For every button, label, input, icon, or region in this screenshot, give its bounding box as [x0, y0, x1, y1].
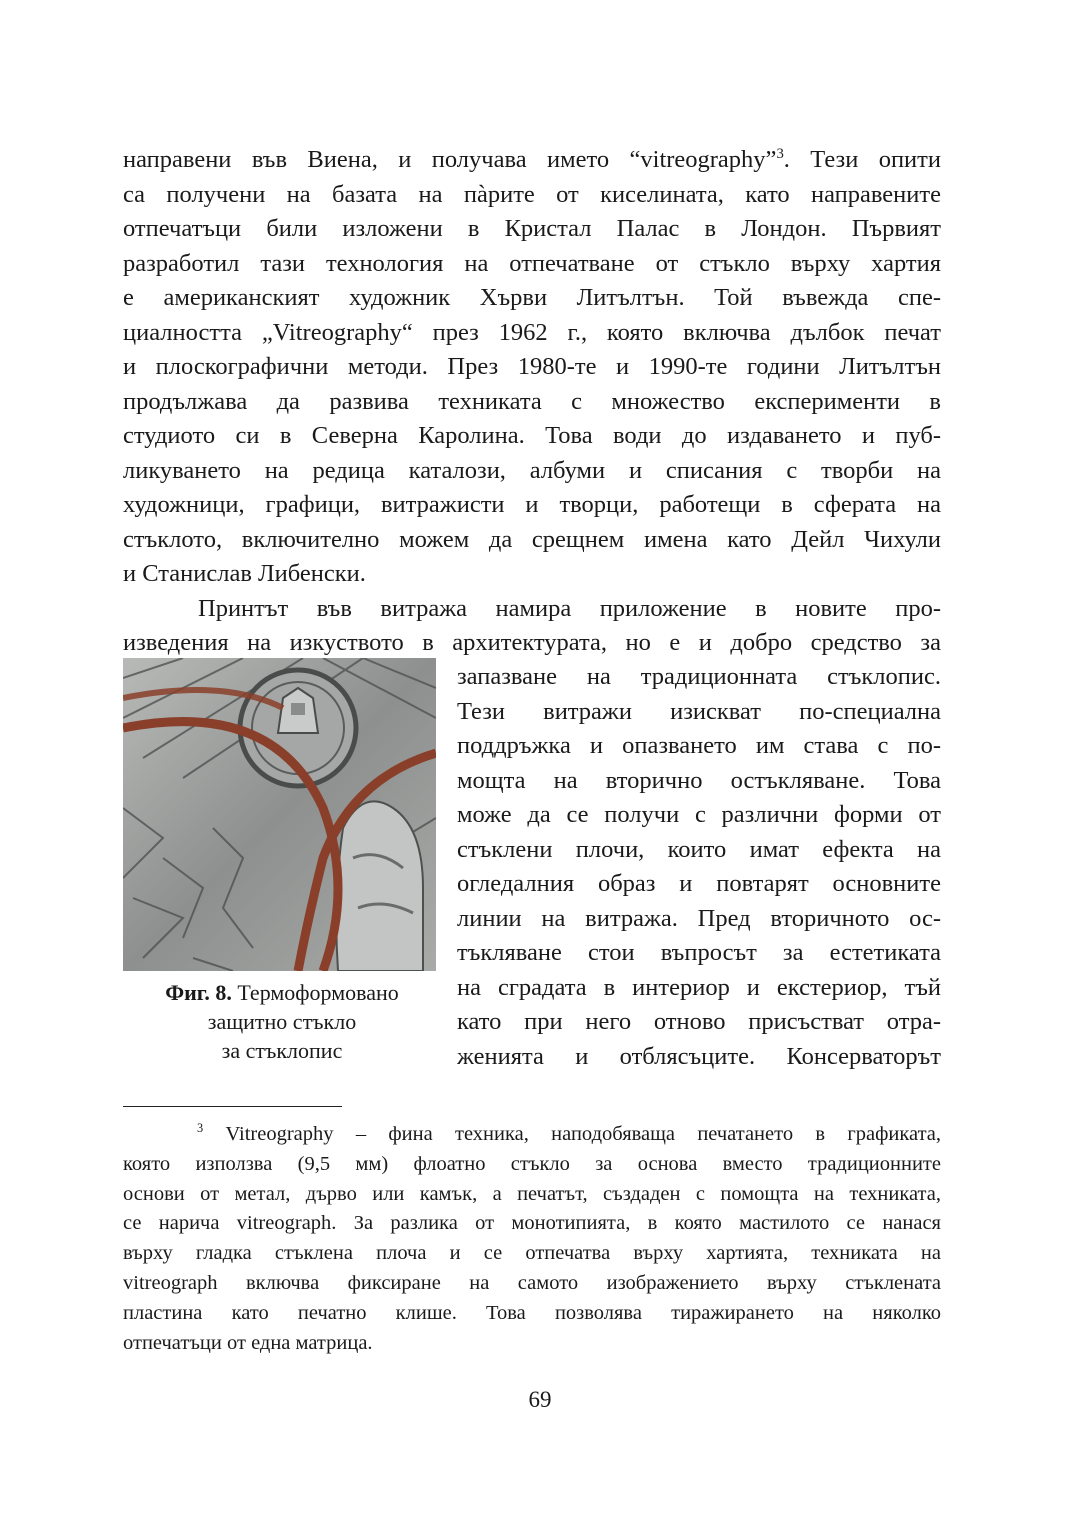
- text-line: на сградата в интериор и екстериор, тъй: [457, 973, 941, 1001]
- text-line: мощта на вторично остъкляване. Това: [457, 766, 941, 794]
- footnote-line: vitreograph включва фиксиране на самото изображението върху стъклената: [123, 1271, 941, 1294]
- text-line: Принтът във витража намира приложение в новите про-: [198, 594, 941, 622]
- footnote-line: върху гладка стъклена плоча и се отпечатва върху хартията, техниката на: [123, 1242, 941, 1265]
- text-line: линии на витража. Пред вторичното ос-: [457, 904, 941, 932]
- text-line: изведения на изкуството в архитектурата, но е и добро средство за: [123, 629, 941, 656]
- caption-line-1: Фиг. 8. Термоформовано: [165, 980, 399, 1005]
- text-line: тъкляване стои въпросът за естетиката: [457, 939, 941, 966]
- text-line: може да се получи с различни форми от: [457, 801, 941, 828]
- text-line: стъклото, включително можем да срещнем имена като Дейл Чихули: [123, 525, 941, 553]
- text-line: художници, графици, витражисти и творци, работещи в сферата на: [123, 491, 941, 518]
- text-line: като при него отново присъстват отра-: [457, 1008, 941, 1035]
- text-line: отпечатъци били изложени в Кристал Палас в Лондон. Първият: [123, 215, 941, 242]
- text-line: студиото си в Северна Каролина. Това води до издаването и пуб-: [123, 422, 941, 449]
- body-text-top: [123, 143, 941, 661]
- footnote-line: пластина като печатно клише. Това позволява тиражирането на няколко: [123, 1301, 941, 1324]
- text-line: направени във Виена, и получава името “vitreography”$^3$. Тези опити: [123, 145, 941, 173]
- figure-caption: [123, 978, 441, 1065]
- footnote-line: отпечатъци от една матрица.: [123, 1331, 373, 1354]
- footnote-ref[interactable]: 3: [776, 145, 784, 162]
- footnote-line: се нарича vitreograph. За разлика от монотипията, в която мастилото се нанася: [123, 1212, 941, 1235]
- text-line: продължава да развива техниката с множество експерименти в: [123, 387, 941, 415]
- footnote-divider: [123, 1106, 342, 1107]
- text-line: поддръжка и опазването им става с по-: [457, 732, 941, 759]
- text-line: запазване на традиционната стъклопис.: [457, 663, 941, 690]
- footnote-line: която използва (9,5 мм) флоатно стъкло за основа вместо традиционните: [123, 1152, 941, 1175]
- text-line: и плоскографични методи. През 1980-те и 1990-те години Литълтън: [123, 353, 941, 380]
- text-line: е американският художник Хърви Литълтън. Той въвежда спе-: [123, 284, 941, 311]
- text-line: огледалния образ и повтарят основните: [457, 870, 941, 897]
- footnote-number: 3: [197, 1121, 204, 1136]
- text-line: са получени на базата на пàрите от киселината, като направените: [123, 180, 941, 208]
- footnote-line: $^3$ Vitreography – фина техника, наподобяваща печатането в графиката,: [197, 1121, 941, 1145]
- caption-line-3: за стъклопис: [221, 1038, 343, 1063]
- page-number: 69: [528, 1387, 552, 1412]
- caption-line-2: защитно стъкло: [207, 1009, 357, 1034]
- text-line: ликуването на редица каталози, албуми и списания с творби на: [123, 456, 941, 484]
- footnote: [123, 1120, 941, 1358]
- text-line: разработил тази технология на отпечатване от стъкло върху хартия: [123, 249, 941, 277]
- figure-image-stained-glass: [123, 658, 436, 971]
- body-text-side: [457, 660, 941, 1074]
- text-line: циалността „Vitreography“ през 1962 г., която включва дълбок печат: [123, 318, 941, 346]
- text-line: Тези витражи изискват по-специална: [457, 697, 941, 725]
- figure-label: Фиг. 8.: [165, 980, 232, 1005]
- text-line: женията и отблясъците. Консерваторът: [457, 1042, 941, 1070]
- footnote-line: основи от метал, дърво или камък, а печатът, създаден с помощта на техниката,: [123, 1182, 941, 1205]
- text-line: стъклени плочи, които имат ефекта на: [457, 835, 941, 863]
- text-line: и Станислав Либенски.: [123, 560, 366, 587]
